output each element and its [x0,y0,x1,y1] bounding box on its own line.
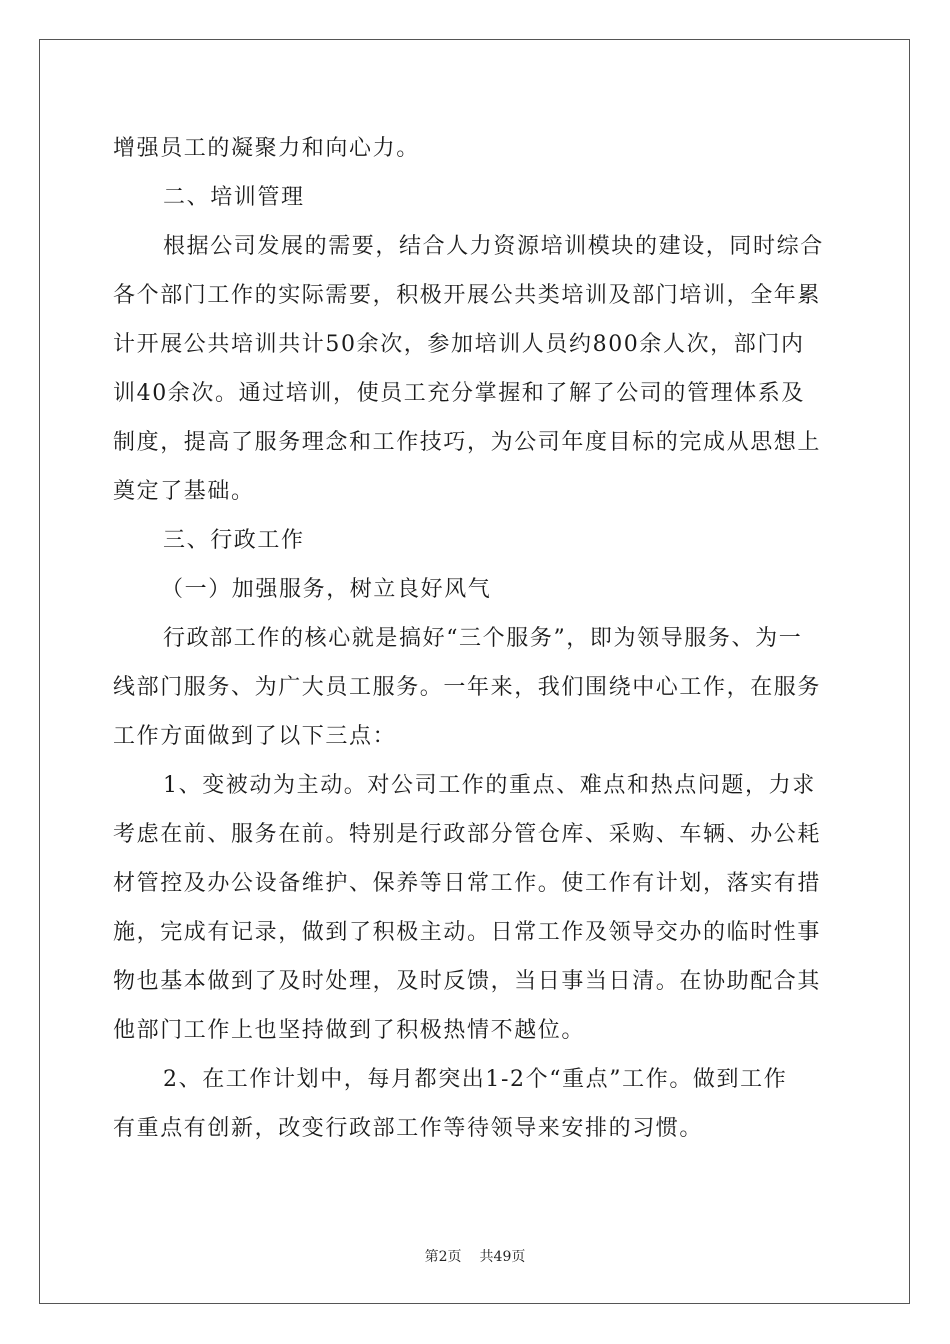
paragraph-line: 考虑在前、服务在前。特别是行政部分管仓库、采购、车辆、办公耗 [113,822,822,847]
paragraph-line: 训40余次。通过培训，使员工充分掌握和了解了公司的管理体系及 [113,381,805,406]
paragraph-line: 行政部工作的核心就是搞好“三个服务”，即为领导服务、为一 [163,626,803,651]
paragraph-line: 奠定了基础。 [113,479,255,504]
paragraph-line: 有重点有创新，改变行政部工作等待领导来安排的习惯。 [113,1116,704,1141]
paragraph-line: 线部门服务、为广大员工服务。一年来，我们围绕中心工作，在服务 [113,675,822,700]
document-body [113,124,833,1153]
paragraph-line: 材管控及办公设备维护、保养等日常工作。使工作有计划，落实有措 [113,871,822,896]
paragraph-line: 工作方面做到了以下三点： [113,724,397,749]
paragraph-line: 物也基本做到了及时处理，及时反馈，当日事当日清。在协助配合其 [113,969,822,994]
page-number: 第2页 [424,1249,462,1265]
paragraph-line: 施，完成有记录，做到了积极主动。日常工作及领导交办的临时性事 [113,920,822,945]
subsection-heading-service: （一）加强服务，树立良好风气 [161,577,492,602]
paragraph-line: 他部门工作上也坚持做到了积极热情不越位。 [113,1018,586,1043]
paragraph-line: 增强员工的凝聚力和向心力。 [113,136,420,161]
page-footer [0,1246,950,1266]
list-item-2: 2、在工作计划中，每月都突出1-2个“重点”工作。做到工作 [163,1067,788,1092]
paragraph-line: 制度，提高了服务理念和工作技巧，为公司年度目标的完成从思想上 [113,430,822,455]
paragraph-line: 计开展公共培训共计50余次，参加培训人员约800余人次，部门内 [113,332,805,357]
section-heading-training: 二、培训管理 [163,185,305,210]
paragraph-line: 根据公司发展的需要，结合人力资源培训模块的建设，同时综合 [163,234,824,259]
page-total: 共49页 [479,1249,526,1265]
section-heading-admin: 三、行政工作 [163,528,305,553]
list-item-1: 1、变被动为主动。对公司工作的重点、难点和热点问题，力求 [163,773,816,798]
paragraph-line: 各个部门工作的实际需要，积极开展公共类培训及部门培训，全年累 [113,283,822,308]
